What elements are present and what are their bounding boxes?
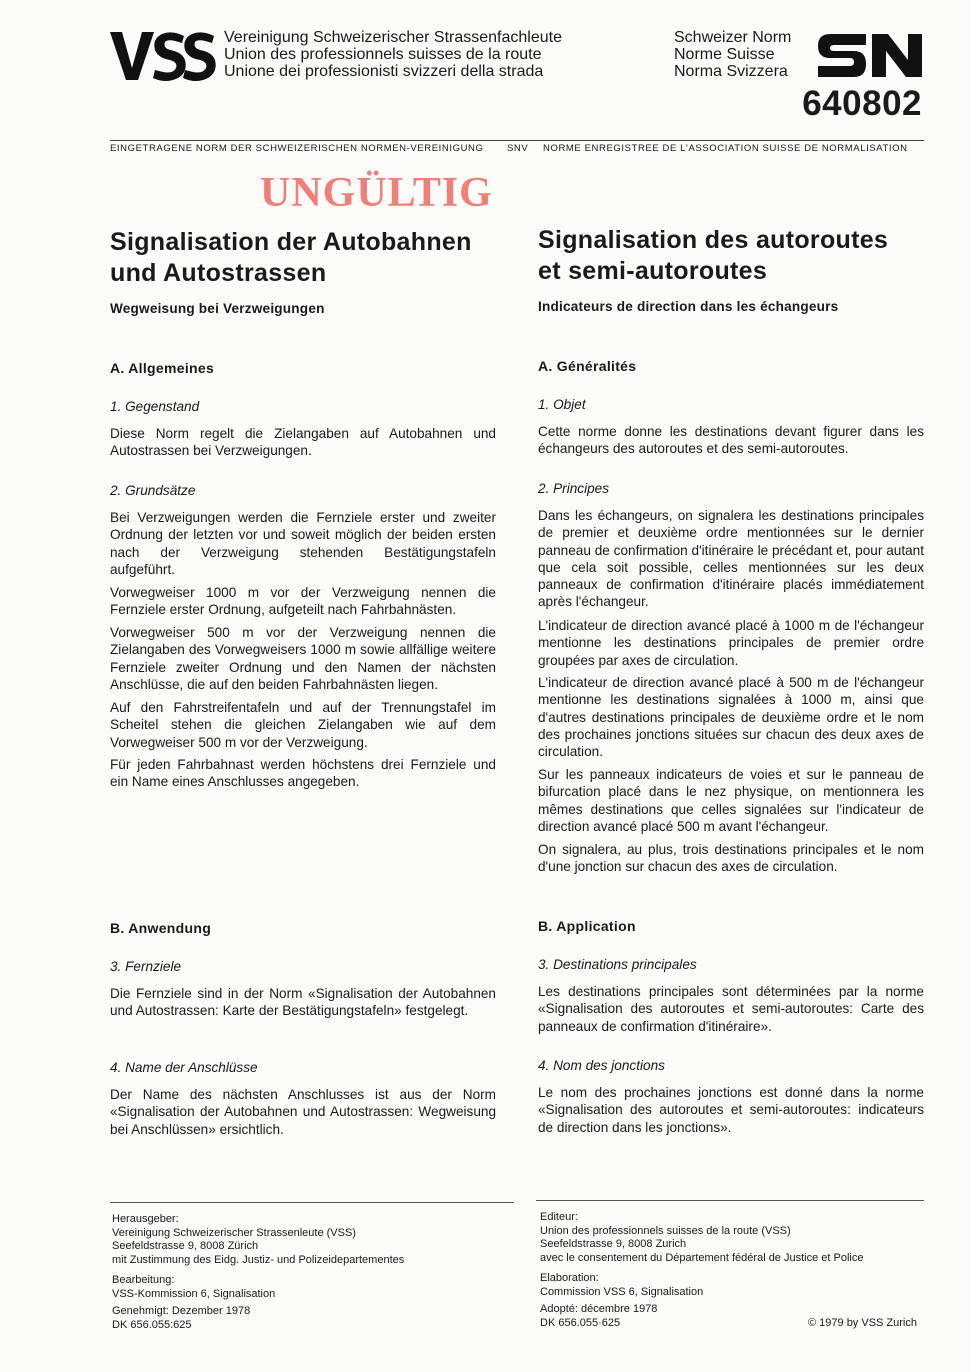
- section-b-heading-fr: B. Application: [538, 918, 636, 934]
- title-de-line-1: Signalisation der Autobahnen: [110, 228, 472, 256]
- registration-snv: SNV: [507, 143, 529, 154]
- subsection-3-de: 3. Fernziele: [110, 959, 182, 974]
- organisation-names: [224, 29, 562, 80]
- dk-number-fr: DK 656.055·625: [540, 1316, 621, 1329]
- paragraph-2d-de: Auf den Fahrstreifentafeln und auf der Trennungstafel im Scheitel stehen die gleichen Zielangaben wie auf dem Vorwegweiser 500 m vor der Verzweigung.: [110, 700, 496, 750]
- copyright: © 1979 by VSS Zurich: [808, 1317, 917, 1329]
- org-name-fr: Union des professionnels suisses de la route: [224, 46, 542, 63]
- footer-divider-de: [110, 1202, 514, 1203]
- sn-logo: [816, 30, 924, 80]
- publisher-label-fr: Editeur:: [540, 1211, 578, 1223]
- editing-body-fr: Commission VSS 6, Signalisation: [540, 1285, 704, 1298]
- subtitle-de: Wegweisung bei Verzweigungen: [110, 301, 325, 316]
- editing-label-de: Bearbeitung:: [112, 1273, 175, 1286]
- consent-de: mit Zustimmung des Eidg. Justiz- und Polizeidepartementes: [112, 1254, 405, 1267]
- org-name-it: Unione dei professionisti svizzeri della strada: [224, 63, 544, 80]
- subsection-2-fr: 2. Principes: [538, 481, 610, 496]
- paragraph-3-fr: Les destinations principales sont déterminées par la norme «Signalisation des autoroutes et semi-autoroutes: Carte des panneaux de confirmation d'itinéraire».: [538, 984, 924, 1034]
- subsection-4-fr: 4. Nom des jonctions: [538, 1058, 665, 1073]
- paragraph-4-fr: Le nom des prochaines jonctions est donné dans la norme «Signalisation des autoroutes et semi-autoroutes: indicateurs de direction dans les jonctions».: [538, 1085, 924, 1135]
- publisher-address-de: Seefeldstrasse 9, 8008 Zürich: [112, 1240, 259, 1253]
- paragraph-2b-fr: L'indicateur de direction avancé placé à 1000 m de l'échangeur mentionne les destinations principales de premier ordre groupées par axes de circulation.: [538, 618, 924, 668]
- approval-date-de: Genehmigt: Dezember 1978: [112, 1305, 251, 1318]
- paragraph-3-de: Die Fernziele sind in der Norm «Signalisation der Autobahnen und Autostrassen: Karte der Bestätigungstafeln» festgelegt.: [110, 986, 496, 1019]
- title-fr-line-2: et semi-autoroutes: [538, 257, 768, 285]
- norm-number: 640802: [802, 84, 922, 123]
- title-de: [110, 227, 496, 317]
- norm-label-de: Schweizer Norm: [674, 29, 792, 46]
- publisher-address-fr: Seefeldstrasse 9, 8008 Zurich: [540, 1238, 687, 1251]
- subsection-2-de: 2. Grundsätze: [110, 483, 196, 498]
- norm-label-it: Norma Svizzera: [674, 63, 788, 80]
- paragraph-1-de: Diese Norm regelt die Zielangaben auf Autobahnen und Autostrassen bei Verzweigungen.: [110, 426, 496, 459]
- subsection-1-de: 1. Gegenstand: [110, 399, 200, 414]
- paragraph-2e-de: Für jeden Fahrbahnast werden höchstens drei Fernziele und ein Name eines Anschlusses angegeben.: [110, 757, 496, 790]
- editing-label-fr: Elaboration:: [540, 1271, 599, 1284]
- consent-fr: avec le consentement du Département fédéral de Justice et Police: [540, 1252, 864, 1265]
- subsection-1-fr: 1. Objet: [538, 397, 586, 412]
- publisher-label-de: Herausgeber:: [112, 1213, 179, 1225]
- vss-logo: [108, 30, 218, 82]
- subsection-3-fr: 3. Destinations principales: [538, 957, 697, 972]
- publisher-name-fr: Union des professionnels suisses de la route (VSS): [540, 1224, 791, 1237]
- section-b-heading-de: B. Anwendung: [110, 920, 212, 936]
- paragraph-2c-fr: L'indicateur de direction avancé placé à 500 m de l'échangeur mentionne les destinations signalées à 1000 m, ainsi que d'autres destinations principales de deuxième ordre et le nom des prochaines jonctions situées sur chacun des deux axes de circulation.: [538, 675, 924, 760]
- registration-de: EINGETRAGENE NORM DER SCHWEIZERISCHEN NORMEN-VEREINIGUNG: [110, 143, 484, 154]
- footer-divider-fr: [536, 1200, 924, 1201]
- paragraph-2a-de: Bei Verzweigungen werden die Fernziele erster und zweiter Ordnung der letzten vor und soweit möglich der beiden ersten nach der Verzweigung stehenden Bestätigungstafeln aufgeführt.: [110, 510, 496, 577]
- paragraph-2a-fr: Dans les échangeurs, on signalera les destinations principales de premier et deuxième ordre mentionnées sur le dernier panneau de confirmation d'itinéraire le précédant et, pour autant que cela soit possible, celles mentionnées sur les deux panneaux de confirmation d'itinéraire placés immédiatement après l'échangeur.: [538, 508, 924, 610]
- paragraph-4-de: Der Name des nächsten Anschlusses ist aus der Norm «Signalisation der Autobahnen und Autostrassen: Wegweisung bei Anschlüssen» ersichtlich.: [110, 1087, 496, 1137]
- title-fr: [538, 225, 924, 315]
- imprint-de: [112, 1213, 404, 1333]
- editing-body-de: VSS-Kommission 6, Signalisation: [112, 1287, 276, 1300]
- section-a-heading-de: A. Allgemeines: [110, 360, 215, 376]
- subtitle-fr: Indicateurs de direction dans les échangeurs: [538, 299, 839, 314]
- norm-type-labels: [674, 29, 791, 80]
- publisher-name-de: Vereinigung Schweizerischer Strassenleute (VSS): [112, 1226, 356, 1239]
- dk-number-de: DK 656.055:625: [112, 1318, 192, 1331]
- norm-label-fr: Norme Suisse: [674, 46, 775, 63]
- paragraph-2d-fr: Sur les panneaux indicateurs de voies et sur le panneau de bifurcation placé dans le nez physique, on mentionnera les mêmes destinations que celles signalées sur l'indicateur de direction avancé placé 500 m avant l'échangeur.: [538, 767, 924, 834]
- invalid-stamp: UNGÜLTIG: [260, 170, 493, 216]
- section-a-heading-fr: A. Généralités: [538, 358, 637, 374]
- paragraph-2c-de: Vorwegweiser 500 m vor der Verzweigung nennen die Zielangaben des Vorwegweisers 1000 m sowie allfällige weitere Fernziele zweiter Ordnung und den Namen der nächsten Anschlüsse, die auf den beiden Fahrbahnästen liegen.: [110, 625, 496, 692]
- org-name-de: Vereinigung Schweizerischer Strassenfachleute: [224, 29, 562, 46]
- title-fr-line-1: Signalisation des autoroutes: [538, 226, 889, 254]
- approval-date-fr: Adopté: décembre 1978: [540, 1303, 658, 1316]
- subsection-4-de: 4. Name der Anschlüsse: [110, 1060, 258, 1075]
- registration-fr: NORME ENREGISTREE DE L'ASSOCIATION SUISSE DE NORMALISATION: [543, 143, 908, 154]
- imprint-fr: [540, 1211, 863, 1331]
- paragraph-1-fr: Cette norme donne les destinations devant figurer dans les échangeurs des autoroutes et des semi-autoroutes.: [538, 424, 924, 457]
- header-divider: [110, 140, 924, 141]
- paragraph-2e-fr: On signalera, au plus, trois destinations principales et le nom d'une jonction sur chacun des axes de circulation.: [538, 842, 924, 875]
- title-de-line-2: und Autostrassen: [110, 259, 327, 287]
- paragraph-2b-de: Vorwegweiser 1000 m vor der Verzweigung nennen die Fernziele erster Ordnung, aufgeteilt nach Fahrbahnästen.: [110, 585, 496, 618]
